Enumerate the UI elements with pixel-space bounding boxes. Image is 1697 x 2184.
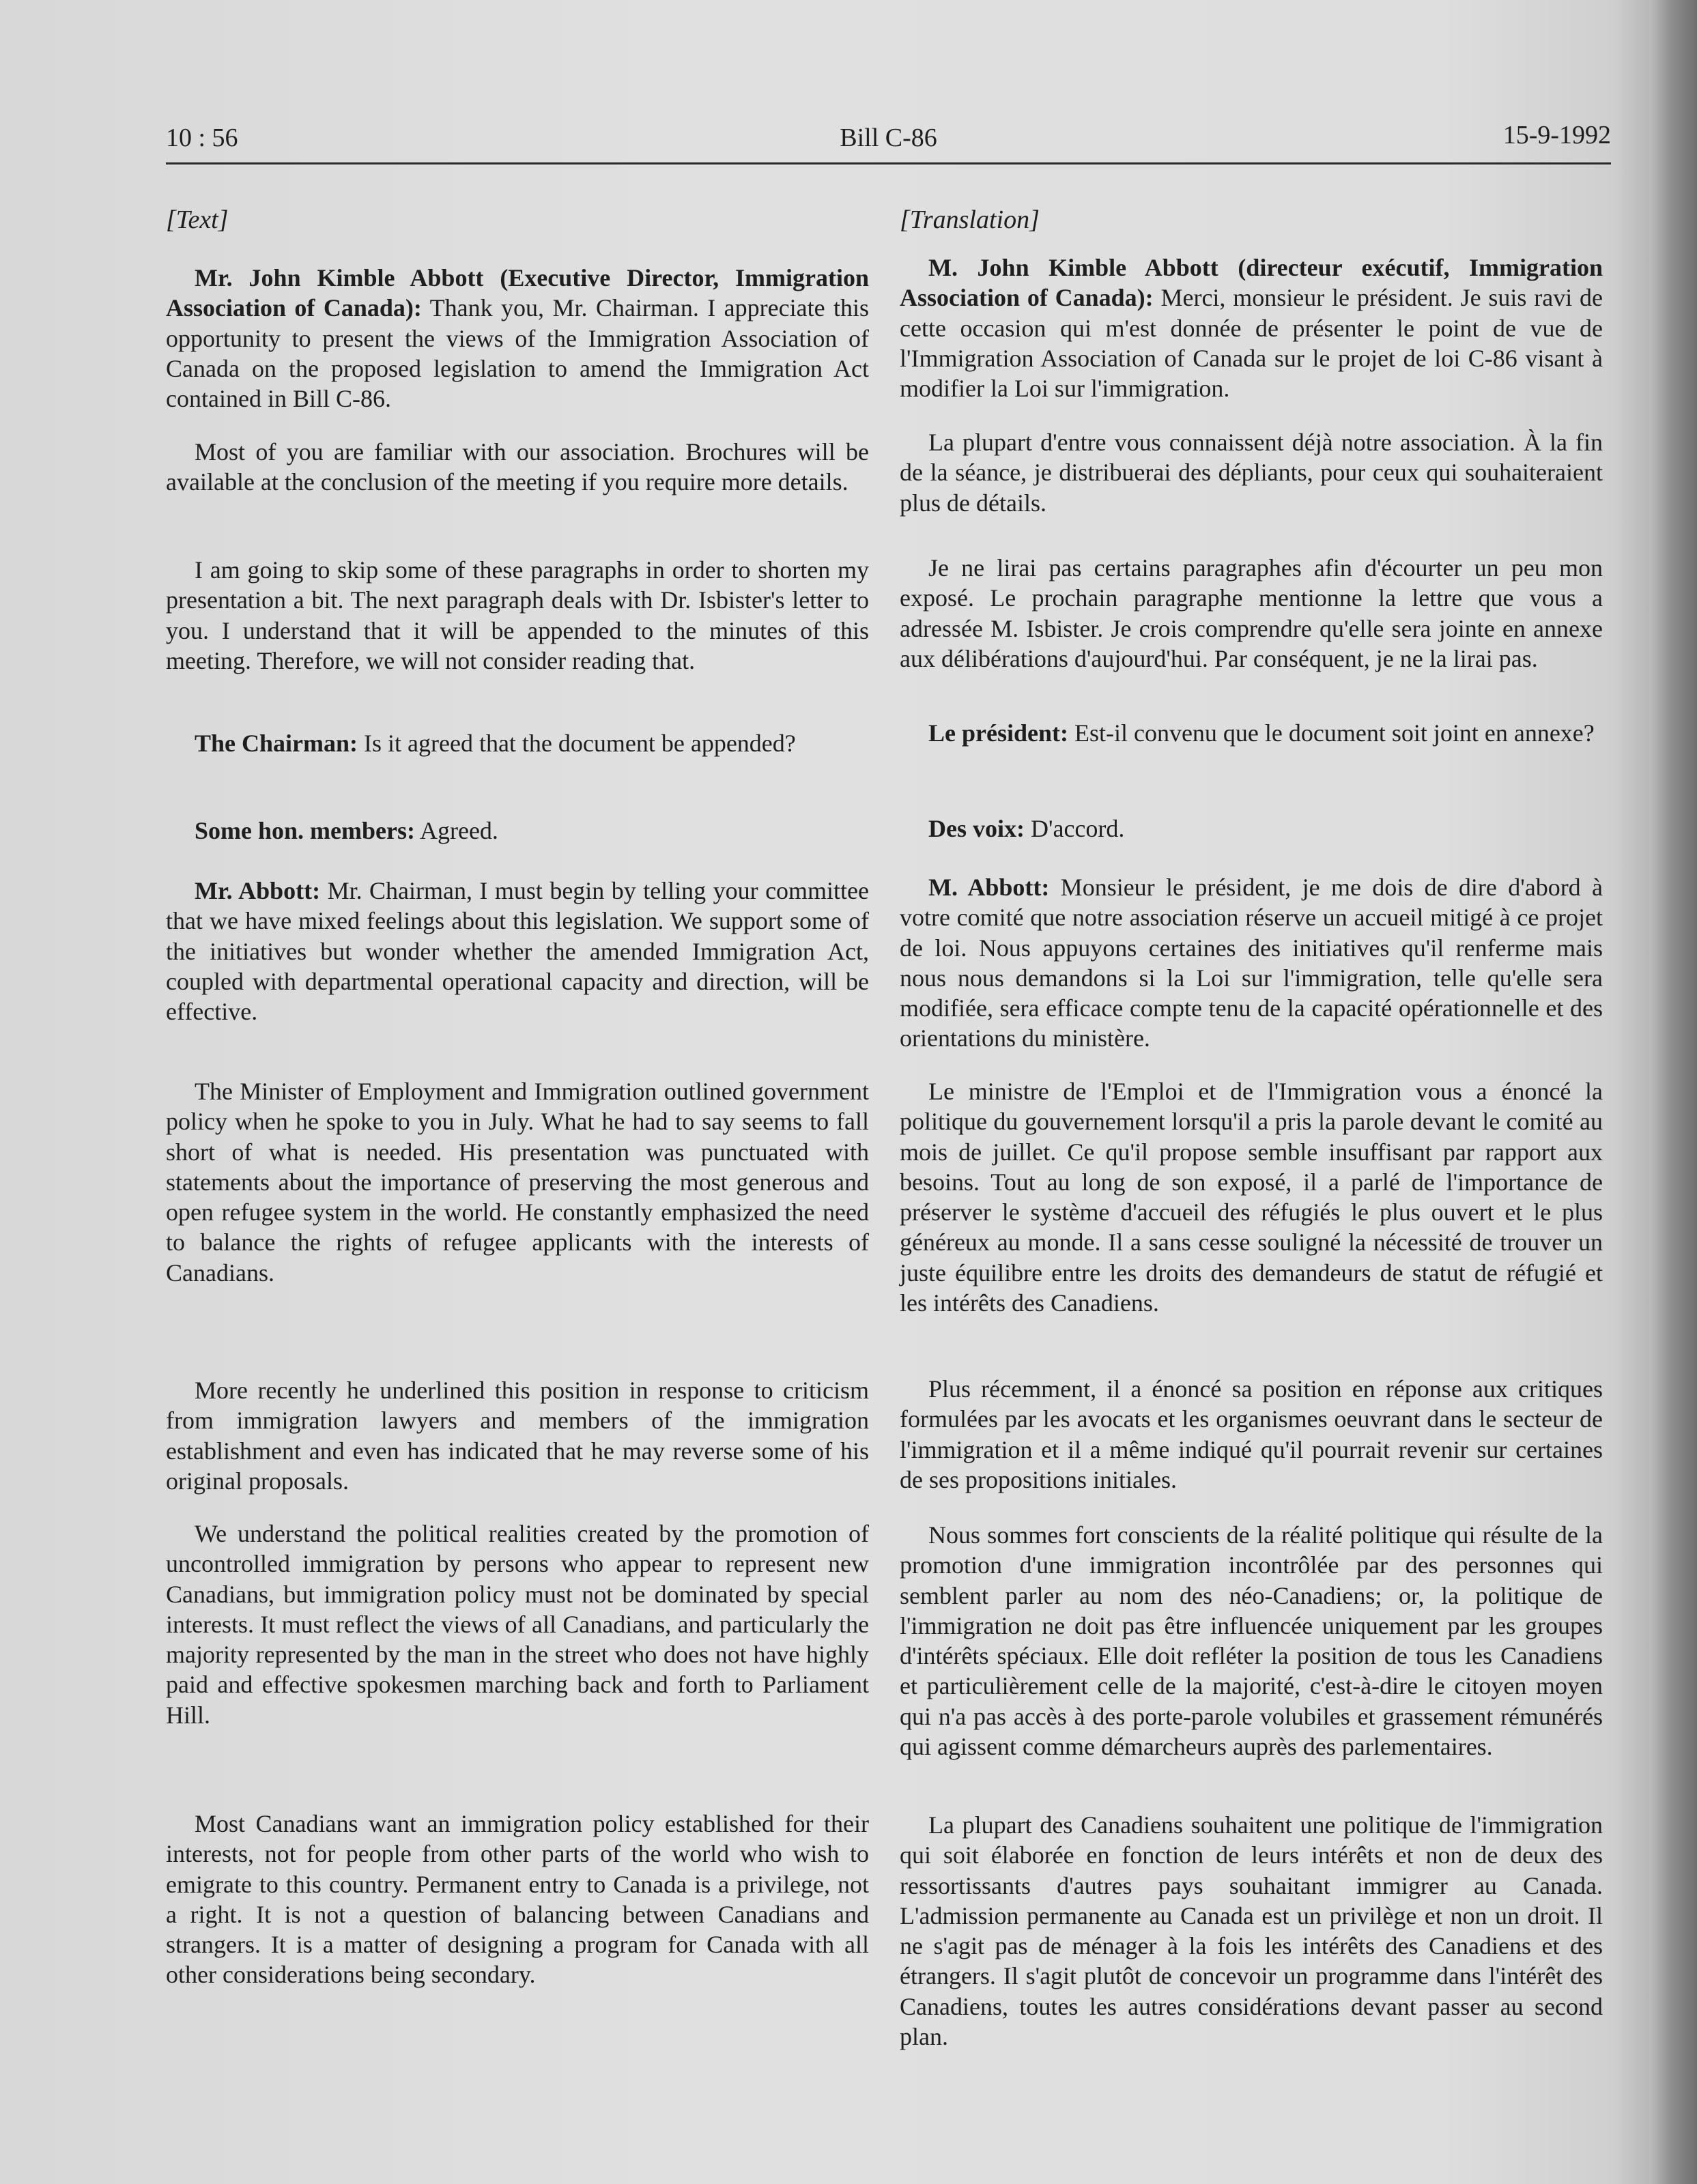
paragraph: Le ministre de l'Emploi et de l'Immigration vous a énoncé la politique du gouvernement lorsqu'il a pris la parole devant le comité au mois de juillet. Ce qu'il propose semble insuffisant par rapport aux besoins. Tout au long de son exposé, il a parlé de l'importance de préserver le système d'accueil des réfugiés le plus ouvert et le plus généreux au monde. Il a sans cesse souligné la nécessité de trouver un juste équilibre entre les droits des demandeurs de statut de réfugié et les intérêts des Canadiens.: [900, 1078, 1603, 1317]
speaker-name: M. John Kimble Abbott (directeur exécutif, Immigration Association of Canada):: [900, 254, 1603, 312]
paragraph: Des voix: D'accord.: [928, 815, 1125, 842]
page-number: 10 : 56: [166, 124, 238, 152]
running-head: [166, 123, 1611, 164]
speaker-name: Des voix:: [928, 815, 1025, 842]
paragraph: M. Abbott: Monsieur le président, je me dois de dire d'abord à votre comité que notre association réserve un accueil mitigé à ce projet de loi. Nous appuyons certaines des initiatives qu'il renferme mais nous nous demandons si la Loi sur l'immigration, telle qu'elle sera modifiée, sera efficace compte tenu de la capacité opérationnelle et des orientations du ministère.: [900, 874, 1603, 1052]
meeting-date: 15-9-1992: [1502, 121, 1611, 149]
paragraph: Mr. John Kimble Abbott (Executive Director, Immigration Association of Canada): Thank you, Mr. Chairman. I appreciate this opportunity to present the views of the Immigration Association of Canada on the proposed legislation to amend the Immigration Act contained in Bill C-86.: [166, 264, 869, 413]
column-label: [Translation]: [900, 205, 1040, 234]
page-edge-shadow: [1649, 0, 1697, 2184]
paragraph: La plupart des Canadiens souhaitent une politique de l'immigration qui soit élaborée en fonction de leurs intérêts et non de deux des ressortissants d'autres pays souhaitant immigrer au Canada. L'admission permanente au Canada est un privilège et non un droit. Il ne s'agit pas de ménager à la fois les intérêts des Canadiens et des étrangers. Il s'agit plutôt de concevoir un programme dans l'intérêt des Canadiens, toutes les autres considérations devant passer au second plan.: [900, 1811, 1603, 2051]
paragraph: Nous sommes fort conscients de la réalité politique qui résulte de la promotion d'une immigration incontrôlée par des personnes qui semblent parler au nom des néo-Canadiens; or, la politique de l'immigration ne doit pas être influencée uniquement par les groupes d'intérêts spéciaux. Elle doit refléter la position de tous les Canadiens et particulièrement celle de la majorité, c'est-à-dire le citoyen moyen qui n'a pas accès à des porte-parole volubiles et grassement rémunérés qui agissent comme démarcheurs auprès des parlementaires.: [900, 1521, 1603, 1761]
column-label: [Text]: [166, 205, 229, 234]
paragraph: The Chairman: Is it agreed that the document be appended?: [195, 730, 796, 757]
paragraph: Le président: Est-il convenu que le document soit joint en annexe?: [928, 719, 1595, 747]
speaker-name: Mr. Abbott:: [195, 877, 321, 904]
paragraph: Mr. Abbott: Mr. Chairman, I must begin by telling your committee that we have mixed feelings about this legislation. We support some of the initiatives but wonder whether the amended Immigration Act, coupled with departmental operational capacity and direction, will be effective.: [166, 877, 870, 1026]
paragraph: I am going to skip some of these paragraphs in order to shorten my presentation a bit. The next paragraph deals with Dr. Isbister's letter to you. I understand that it will be appended to the minutes of this meeting. Therefore, we will not consider reading that.: [166, 556, 869, 674]
speaker-name: M. Abbott:: [928, 874, 1050, 901]
paragraph: More recently he underlined this position in response to criticism from immigration lawyers and members of the immigration establishment and even has indicated that he may reverse some of his original proposals.: [166, 1377, 869, 1495]
paragraph: We understand the political realities created by the promotion of uncontrolled immigration by persons who appear to represent new Canadians, but immigration policy must not be dominated by special interests. It must reflect the views of all Canadians, and particularly the majority represented by the man in the street who does not have highly paid and effective spokesmen marching back and forth to Parliament Hill.: [166, 1520, 869, 1729]
paragraph: La plupart d'entre vous connaissent déjà notre association. À la fin de la séance, je distribuerai des dépliants, pour ceux qui souhaiteraient plus de détails.: [900, 429, 1603, 517]
paragraph: Plus récemment, il a énoncé sa position en réponse aux critiques formulées par les avocats et les organismes oeuvrant dans le secteur de l'immigration et il a même indiqué qu'il pourrait revenir sur certaines de ses propositions initiales.: [900, 1375, 1603, 1493]
speaker-name: The Chairman:: [195, 730, 358, 757]
speaker-name: Mr. John Kimble Abbott (Executive Director, Immigration Association of Canada):: [166, 264, 869, 322]
paragraph: M. John Kimble Abbott (directeur exécutif, Immigration Association of Canada): Merci, monsieur le président. Je suis ravi de cette occasion qui m'est donnée de présenter le point de vue de l'Immigration Association of Canada sur le projet de loi C-86 visant à modifier la Loi sur l'immigration.: [900, 254, 1603, 403]
header-rule: [166, 162, 1611, 164]
english-column: [166, 205, 870, 1989]
paragraph: Most of you are familiar with our association. Brochures will be available at the conclusion of the meeting if you require more details.: [166, 438, 869, 496]
paragraph: Some hon. members: Agreed.: [195, 817, 498, 844]
paragraph: The Minister of Employment and Immigration outlined government policy when he spoke to you in July. What he had to say seems to fall short of what is needed. His presentation was punctuated with statements about the importance of preserving the most generous and open refugee system in the world. He constantly emphasized the need to balance the rights of refugee applicants with the interests of Canadians.: [166, 1078, 869, 1287]
french-column: [900, 205, 1603, 2051]
paragraph: Most Canadians want an immigration policy established for their interests, not for people from other parts of the world who wish to emigrate to this country. Permanent entry to Canada is a privilege, not a right. It is not a question of balancing between Canadians and strangers. It is a matter of designing a program for Canada with all other considerations being secondary.: [166, 1810, 869, 1989]
bill-title: Bill C-86: [840, 124, 937, 152]
paragraph: Je ne lirai pas certains paragraphes afin d'écourter un peu mon exposé. Le prochain paragraphe mentionne la lettre que vous a adressée M. Isbister. Je crois comprendre qu'elle sera jointe en annexe aux délibérations d'aujourd'hui. Par conséquent, je ne la lirai pas.: [900, 554, 1603, 672]
speaker-name: Some hon. members:: [195, 817, 415, 844]
speaker-name: Le président:: [928, 719, 1068, 747]
